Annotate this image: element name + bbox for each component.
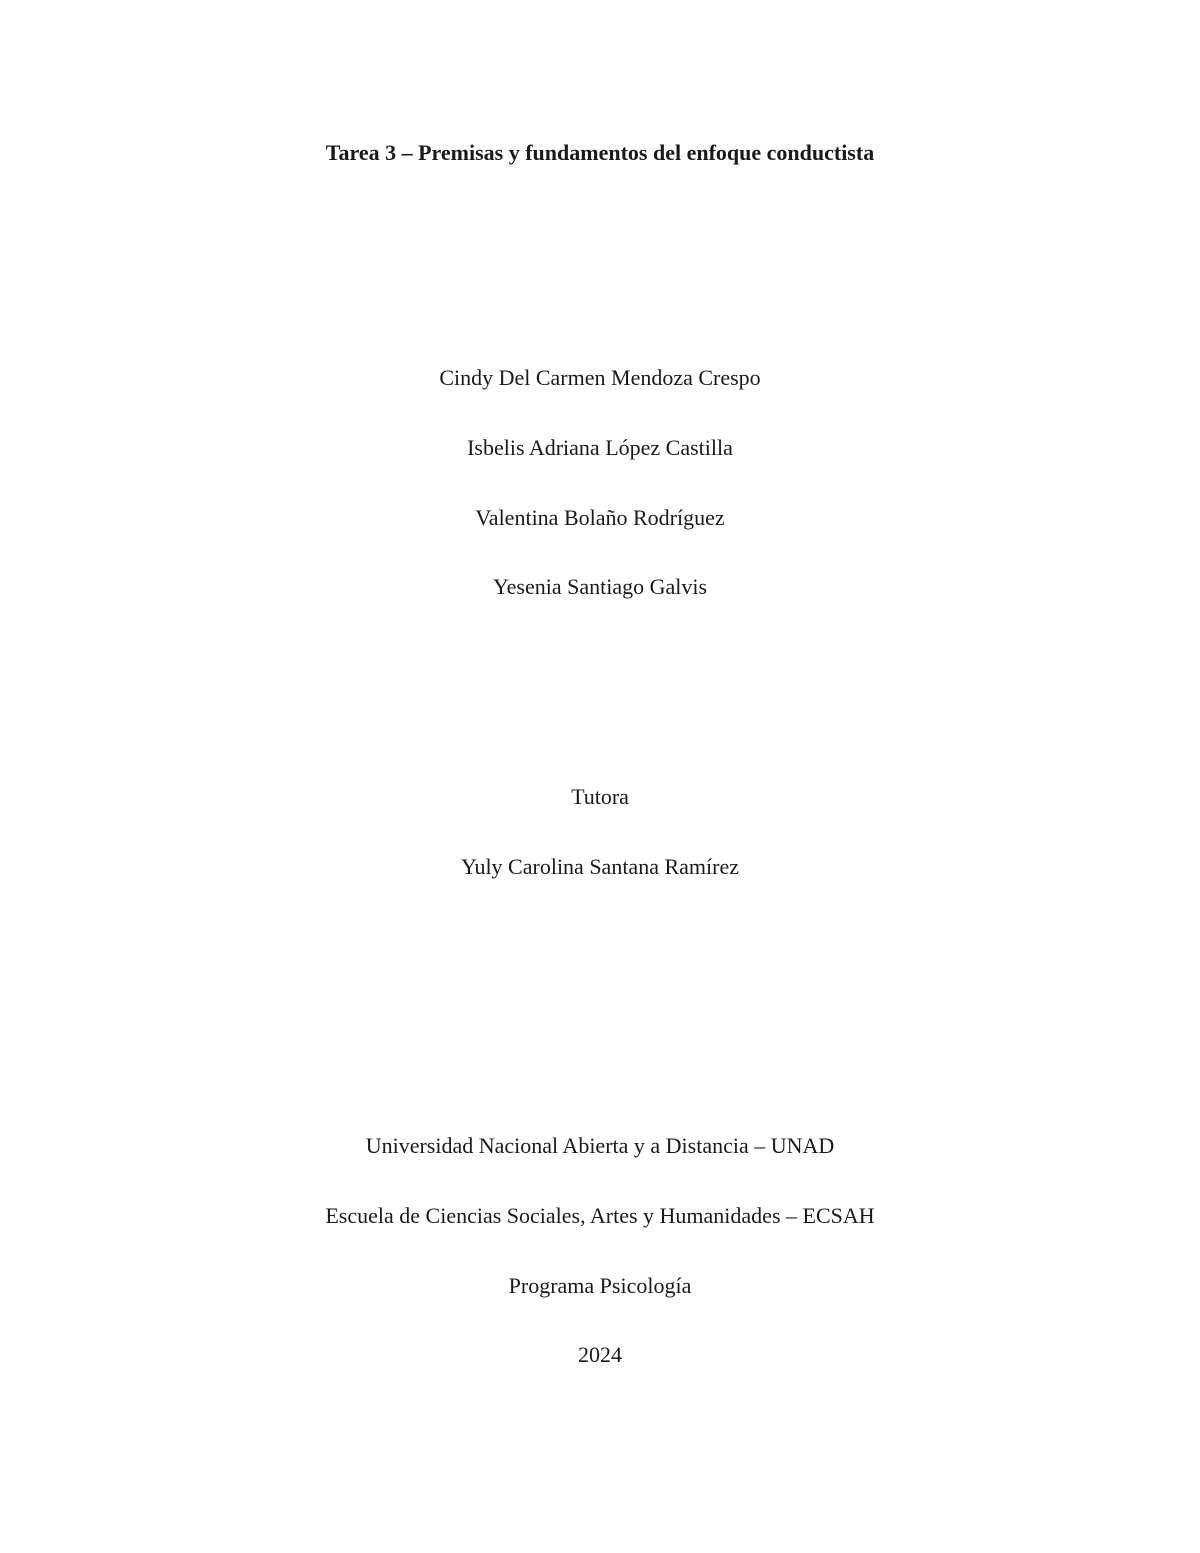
school-name: Escuela de Ciencias Sociales, Artes y Humanidades – ECSAH	[325, 1203, 875, 1228]
tutor-name: Yuly Carolina Santana Ramírez	[461, 854, 739, 879]
university-name: Universidad Nacional Abierta y a Distancia – UNAD	[365, 1133, 835, 1158]
author-name: Isbelis Adriana López Castilla	[467, 435, 733, 460]
author-name: Yesenia Santiago Galvis	[492, 574, 708, 599]
document-year: 2024	[578, 1342, 622, 1367]
author-name: Valentina Bolaño Rodríguez	[475, 505, 725, 530]
author-name: Cindy Del Carmen Mendoza Crespo	[439, 365, 761, 390]
document-title: Tarea 3 – Premisas y fundamentos del enfoque conductista	[325, 140, 875, 165]
tutor-label: Tutora	[571, 784, 629, 809]
program-name: Programa Psicología	[508, 1273, 692, 1298]
